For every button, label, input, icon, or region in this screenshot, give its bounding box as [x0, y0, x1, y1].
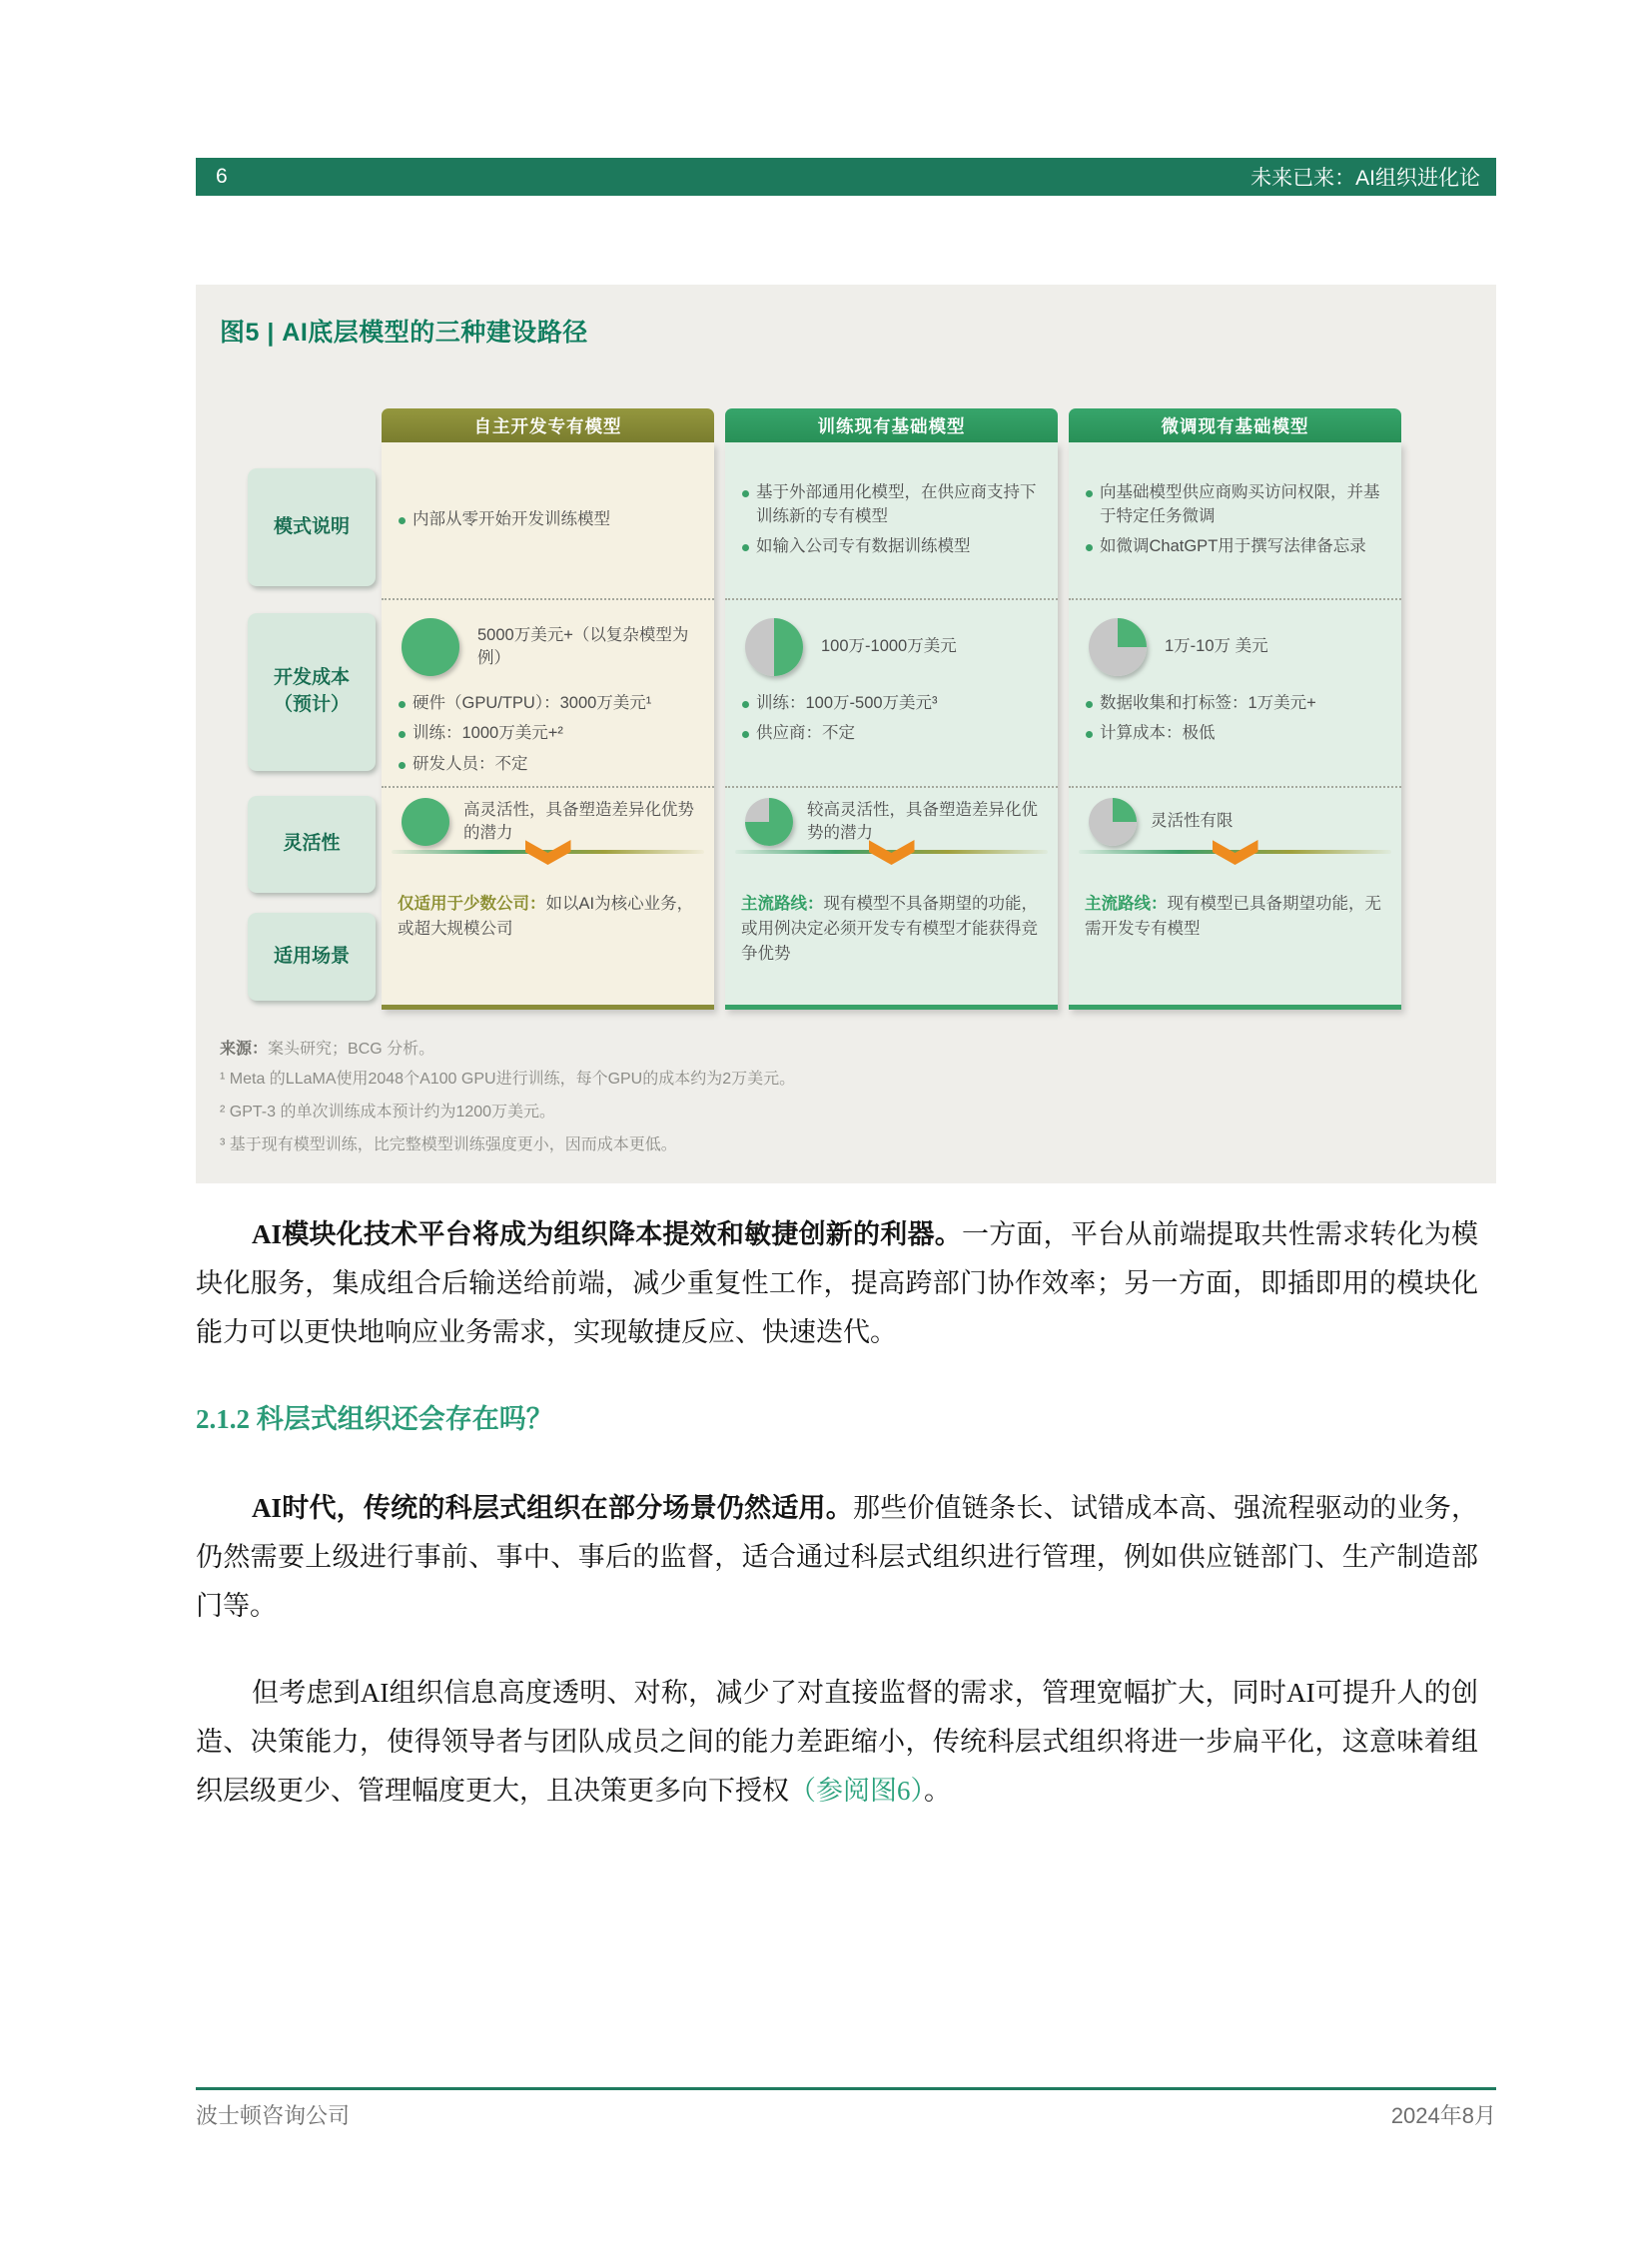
- scenario-cell: 主流路线：现有模型不具备期望的功能，或用例决定必须开发专有模型才能获得竞争优势: [741, 895, 1038, 963]
- footer-company: 波士顿咨询公司: [196, 2103, 351, 2128]
- mode-cell: [1069, 442, 1401, 598]
- bullet-item: 研发人员：不定: [396, 753, 700, 776]
- flexibility-pie-icon: [745, 798, 793, 846]
- bullet-item: 如微调ChatGPT用于撰写法律备忘录: [1083, 535, 1383, 558]
- scenario-lead: 仅适用于少数公司：: [398, 895, 546, 913]
- cost-cell: 100万-1000万美元 训练：100万-500万美元³ 供应商：不定: [725, 598, 1058, 786]
- cost-cell: 5000万美元+（以复杂模型为例） 硬件（GPU/TPU）：3000万美元¹ 训练：1000万美元+² 研发人员：不定: [382, 598, 714, 786]
- mode-cell: [382, 442, 714, 598]
- flexibility-cell: 灵活性有限: [1069, 786, 1401, 876]
- emphasis-term: 降本提效: [607, 1219, 717, 1249]
- scenario-lead: 主流路线：: [1085, 895, 1168, 913]
- page-number: 6: [216, 165, 228, 188]
- footnote: ³ 基于现有模型训练，比完整模型训练强度更小，因而成本更低。: [220, 1136, 677, 1153]
- footer-rule: [196, 2087, 1496, 2090]
- flexibility-pie-icon: [1089, 798, 1137, 846]
- body-copy: [196, 1210, 1478, 1854]
- scenario-cell: 主流路线：现有模型已具备期望功能，无需开发专有模型: [1085, 895, 1381, 938]
- running-title: 未来已来：AI组织进化论: [1250, 167, 1480, 190]
- paragraph-2: AI时代，传统的科层式组织在部分场景仍然适用。那些价值链条长、试错成本高、强流程驱动的业务，仍然需要上级进行事前、事中、事后的监督，适合通过科层式组织进行管理，例如供应链部门、生产制造部门等。: [196, 1493, 1478, 1621]
- paragraph-3: 但考虑到AI组织信息高度透明、对称，减少了对直接监督的需求，管理宽幅扩大，同时AI可提升人的创造、决策能力，使得领导者与团队成员之间的能力差距缩小，传统科层式组织将进一步扁平化，这意味着组织层级更少、管理幅度更大，且决策更多向下授权（参阅图6）。: [196, 1678, 1478, 1806]
- column-header: 自主开发专有模型: [382, 408, 714, 442]
- bullet-item: 内部从零开始开发训练模型: [396, 508, 696, 531]
- bullet-item: 基于外部通用化模型，在供应商支持下训练新的专有模型: [739, 481, 1040, 528]
- page-header-bar: [196, 158, 1496, 196]
- column-finetune-existing: [1069, 408, 1401, 1010]
- flexibility-cell: 较高灵活性，具备塑造差异化优势的潜力: [725, 786, 1058, 876]
- section-heading-2-1-2: 2.1.2 科层式组织还会存在吗？: [196, 1404, 553, 1434]
- figure-table: [248, 408, 1401, 1010]
- column-header: 微调现有基础模型: [1069, 408, 1401, 442]
- column-self-developed: [382, 408, 714, 1010]
- figure-5-panel: [196, 285, 1496, 1183]
- footnote: ¹ Meta 的LLaMA使用2048个A100 GPU进行训练，每个GPU的成本约为2万美元。: [220, 1071, 796, 1088]
- column-train-existing: [725, 408, 1058, 1010]
- figure-title: 图5 | AI底层模型的三种建设路径: [220, 319, 588, 347]
- bullet-item: 供应商：不定: [739, 722, 1044, 745]
- flexibility-pie-icon: [402, 798, 449, 846]
- scenario-lead: 主流路线：: [741, 895, 824, 913]
- bullet-item: 训练：1000万美元+²: [396, 722, 700, 745]
- bullet-item: 如输入公司专有数据训练模型: [739, 535, 1040, 558]
- footnote: ² GPT-3 的单次训练成本预计约为1200万美元。: [220, 1104, 556, 1120]
- footer-date: 2024年8月: [1390, 2103, 1496, 2128]
- figure-footnotes: [220, 1036, 795, 1157]
- cost-pie-icon: [402, 618, 459, 676]
- paragraph-1: AI模块化技术平台将成为组织降本提效和敏捷创新的利器。一方面，平台从前端提取共性需求转化为模块化服务，集成组合后输送给前端，减少重复性工作，提高跨部门协作效率；另一方面，即插即用的模块化能力可以更快地响应业务需求，实现敏捷反应、快速迭代。: [196, 1219, 1479, 1347]
- column-header: 训练现有基础模型: [725, 408, 1058, 442]
- row-label-flexibility: 灵活性: [248, 796, 376, 893]
- page-footer: [196, 2099, 1496, 2130]
- source-line: 来源：案头研究；BCG 分析。: [220, 1041, 435, 1058]
- bullet-item: 数据收集和打标签：1万美元+: [1083, 692, 1387, 715]
- bullet-item: 硬件（GPU/TPU）：3000万美元¹: [396, 692, 700, 715]
- bullet-item: 训练：100万-500万美元³: [739, 692, 1044, 715]
- scenario-cell: 仅适用于少数公司：如以AI为核心业务，或超大规模公司: [398, 895, 694, 938]
- row-label-mode: 模式说明: [248, 468, 376, 586]
- cost-pie-icon: [1089, 618, 1147, 676]
- emphasis-term: 敏捷创新: [744, 1219, 854, 1249]
- mode-cell: [725, 442, 1058, 598]
- figure-6-reference-link[interactable]: （参阅图6）: [789, 1776, 924, 1806]
- cost-cell: 1万-10万 美元 数据收集和打标签：1万美元+ 计算成本：极低: [1069, 598, 1401, 786]
- row-label-cost: 开发成本 （预计）: [248, 613, 376, 771]
- bullet-item: 计算成本：极低: [1083, 722, 1387, 745]
- bullet-item: 向基础模型供应商购买访问权限，并基于特定任务微调: [1083, 481, 1383, 528]
- row-label-column: [248, 408, 376, 1010]
- cost-pie-icon: [745, 618, 803, 676]
- flexibility-cell: 高灵活性，具备塑造差异化优势的潜力: [382, 786, 714, 876]
- row-label-scenario: 适用场景: [248, 913, 376, 1001]
